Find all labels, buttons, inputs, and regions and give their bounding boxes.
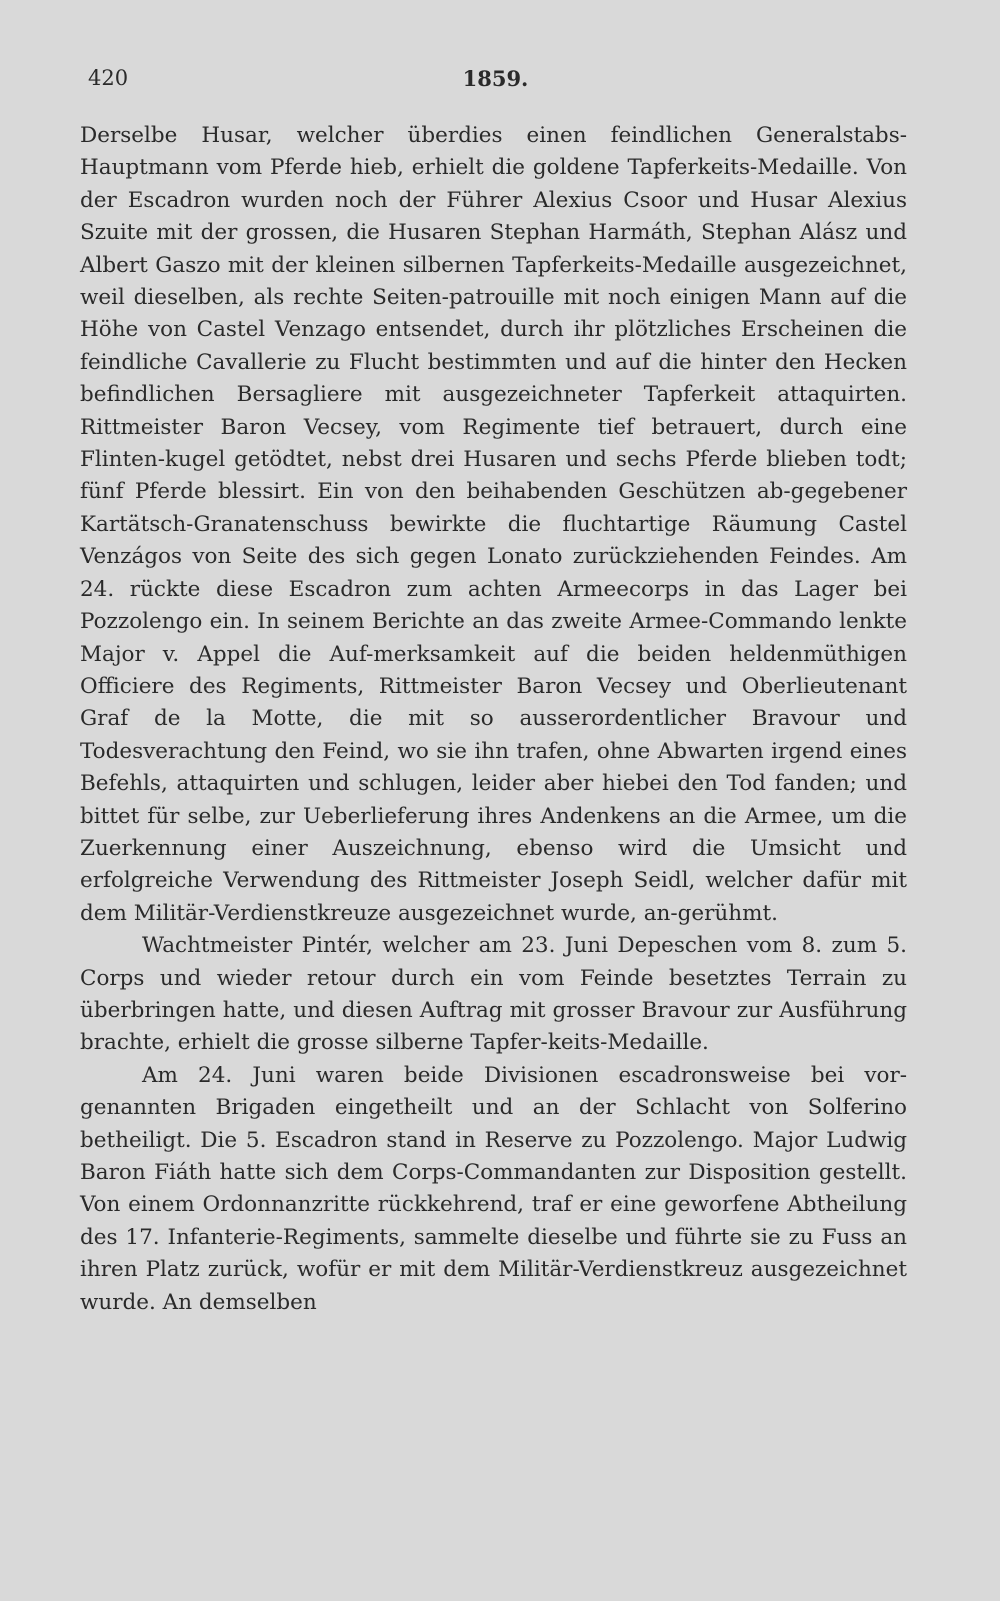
running-head-year: 1859. bbox=[462, 66, 529, 91]
page-header bbox=[88, 66, 903, 98]
paragraph-1: Derselbe Husar, welcher überdies einen feindlichen Generalstabs-Hauptmann vom Pferde hieb, erhielt die goldene Tapferkeits-Medaille. Von der Escadron wurden noch der Führer Alexius Csoor und Husar Alexius Szuite mit der grossen, die Husaren Stephan Harmáth, Stephan Alász und Albert Gaszo mit der kleinen silbernen Tapferkeits-Medaille ausgezeichnet, weil dieselben, als rechte Seiten-patrouille mit noch einigen Mann auf die Höhe von Castel Venzago entsendet, durch ihr plötzliches Erscheinen die feindliche Cavallerie zu Flucht bestimmten und auf die hinter den Hecken befindlichen Bersagliere mit ausgezeichneter Tapferkeit attaquirten. Rittmeister Baron Vecsey, vom Regimente tief betrauert, durch eine Flinten-kugel getödtet, nebst drei Husaren und sechs Pferde blieben todt; fünf Pferde blessirt. Ein von den beihabenden Geschützen ab-gegebener Kartätsch-Granatenschuss bewirkte die fluchtartige Räumung Castel Venzágos von Seite des sich gegen Lonato zurückziehenden Feindes. Am 24. rückte diese Escadron zum achten Armeecorps in das Lager bei Pozzolengo ein. In seinem Berichte an das zweite Armee-Commando lenkte Major v. Appel die Auf-merksamkeit auf die beiden heldenmüthigen Officiere des Regiments, Rittmeister Baron Vecsey und Oberlieutenant Graf de la Motte, die mit so ausserordentlicher Bravour und Todesverachtung den Feind, wo sie ihn trafen, ohne Abwarten irgend eines Befehls, attaquirten und schlugen, leider aber hiebei den Tod fanden; und bittet für selbe, zur Ueberlieferung ihres Andenkens an die Armee, um die Zuerkennung einer Auszeichnung, ebenso wird die Umsicht und erfolgreiche Verwendung des Rittmeister Joseph Seidl, welcher dafür mit dem Militär-Verdienstkreuze ausgezeichnet wurde, an-gerühmt. bbox=[80, 123, 907, 926]
paragraph-3: Am 24. Juni waren beide Divisionen escadronsweise bei vor-genannten Brigaden eingetheilt und an der Schlacht von Solferino betheiligt. Die 5. Escadron stand in Reserve zu Pozzolengo. Major Ludwig Baron Fiáth hatte sich dem Corps-Commandanten zur Disposition gestellt. Von einem Ordonnanzritte rückkehrend, traf er eine geworfene Abtheilung des 17. Infanterie-Regiments, sammelte dieselbe und führte sie zu Fuss an ihren Platz zurück, wofür er mit dem Militär-Verdienstkreuz ausgezeichnet wurde. An demselben bbox=[80, 1062, 907, 1315]
paragraph-2: Wachtmeister Pintér, welcher am 23. Juni Depeschen vom 8. zum 5. Corps und wieder retour durch ein vom Feinde besetztes Terrain zu überbringen hatte, und diesen Auftrag mit grosser Bravour zur Ausführung brachte, erhielt die grosse silberne Tapfer-keits-Medaille. bbox=[80, 933, 907, 1056]
body-text bbox=[80, 120, 907, 1319]
page-number: 420 bbox=[88, 66, 129, 90]
